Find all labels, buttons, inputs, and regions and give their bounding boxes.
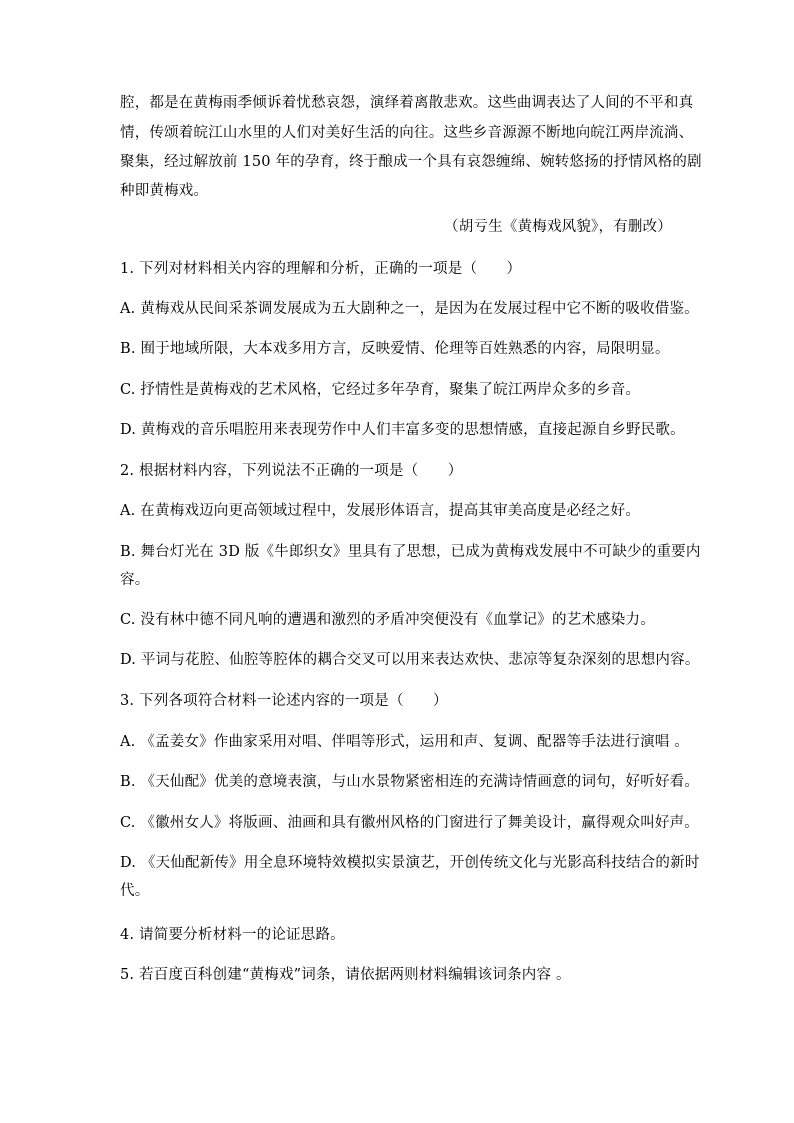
passage-line: 情，传颂着皖江山水里的人们对美好生活的向往。这些乡音源源不断地向皖江两岸流淌、 [120,125,694,141]
option-a: A. 黄梅戏从民间采茶调发展成为五大剧种之一，是因为在发展过程中它不断的吸收借鉴。 [120,301,699,317]
option-d: D. 《天仙配新传》用全息环境特效模拟实景演艺，开创传统文化与光影高科技结合的新时 [120,855,700,871]
option-a: A. 在黄梅戏迈向更高领域过程中，发展形体语言，提高其审美高度是必经之好。 [120,503,641,519]
question-stem: 5. 若百度百科创建“黄梅戏”词条，请依据两则材料编辑该词条内容 。 [120,967,571,983]
question-stem: 1. 下列对材料相关内容的理解和分析，正确的一项是（ ） [120,261,522,277]
option-c: C. 《徽州女人》将版画、油画和具有徽州风格的门窗进行了舞美设计，赢得观众叫好声。 [120,815,699,831]
option-c: C. 抒情性是黄梅戏的艺术风格，它经过多年孕育，聚集了皖江两岸众多的乡音。 [120,382,641,398]
question-stem: 2. 根据材料内容，下列说法不正确的一项是（ ） [120,463,463,479]
passage-source: （胡亏生《黄梅戏风貌》，有删改） [444,219,672,235]
option-b: B. 舞台灯光在 3D 版《牛郎织女》里具有了思想，已成为黄梅戏发展中不可缺少的重要内 [120,544,701,560]
passage-line: 聚集，经过解放前 150 年的孕育，终于酿成一个具有哀怨缠绵、婉转悠扬的抒情风格的剧 [120,154,702,170]
option-d-continued: 代。 [120,883,150,899]
passage-line: 腔，都是在黄梅雨季倾诉着忧愁哀怨，演绎着离散悲欢。这些曲调表达了人间的不平和真 [120,95,694,111]
option-d: D. 黄梅戏的音乐唱腔用来表现劳作中人们丰富多变的思想情感，直接起源自乡野民歌。 [120,422,685,438]
question-stem: 3. 下列各项符合材料一论述内容的一项是（ ） [120,693,448,709]
option-b-continued: 容。 [120,572,150,588]
option-d: D. 平词与花腔、仙腔等腔体的耦合交叉可以用来表达欢快、悲凉等复杂深刻的思想内容。 [120,652,700,668]
passage-line: 种即黄梅戏。 [120,183,209,199]
option-b: B. 囿于地域所限，大本戏多用方言，反映爱情、伦理等百姓熟悉的内容，局限明显。 [120,341,670,357]
option-a: A. 《孟姜女》作曲家采用对唱、伴唱等形式，运用和声、复调、配器等手法进行演唱 。 [120,734,689,750]
option-b: B. 《天仙配》优美的意境表演，与山水景物紧密相连的充满诗情画意的词句，好听好看。 [120,774,700,790]
question-stem: 4. 请简要分析材料一的论证思路。 [120,927,345,943]
option-c: C. 没有林中德不同凡响的遭遇和激烈的矛盾冲突便没有《血掌记》的艺术感染力。 [120,612,655,628]
